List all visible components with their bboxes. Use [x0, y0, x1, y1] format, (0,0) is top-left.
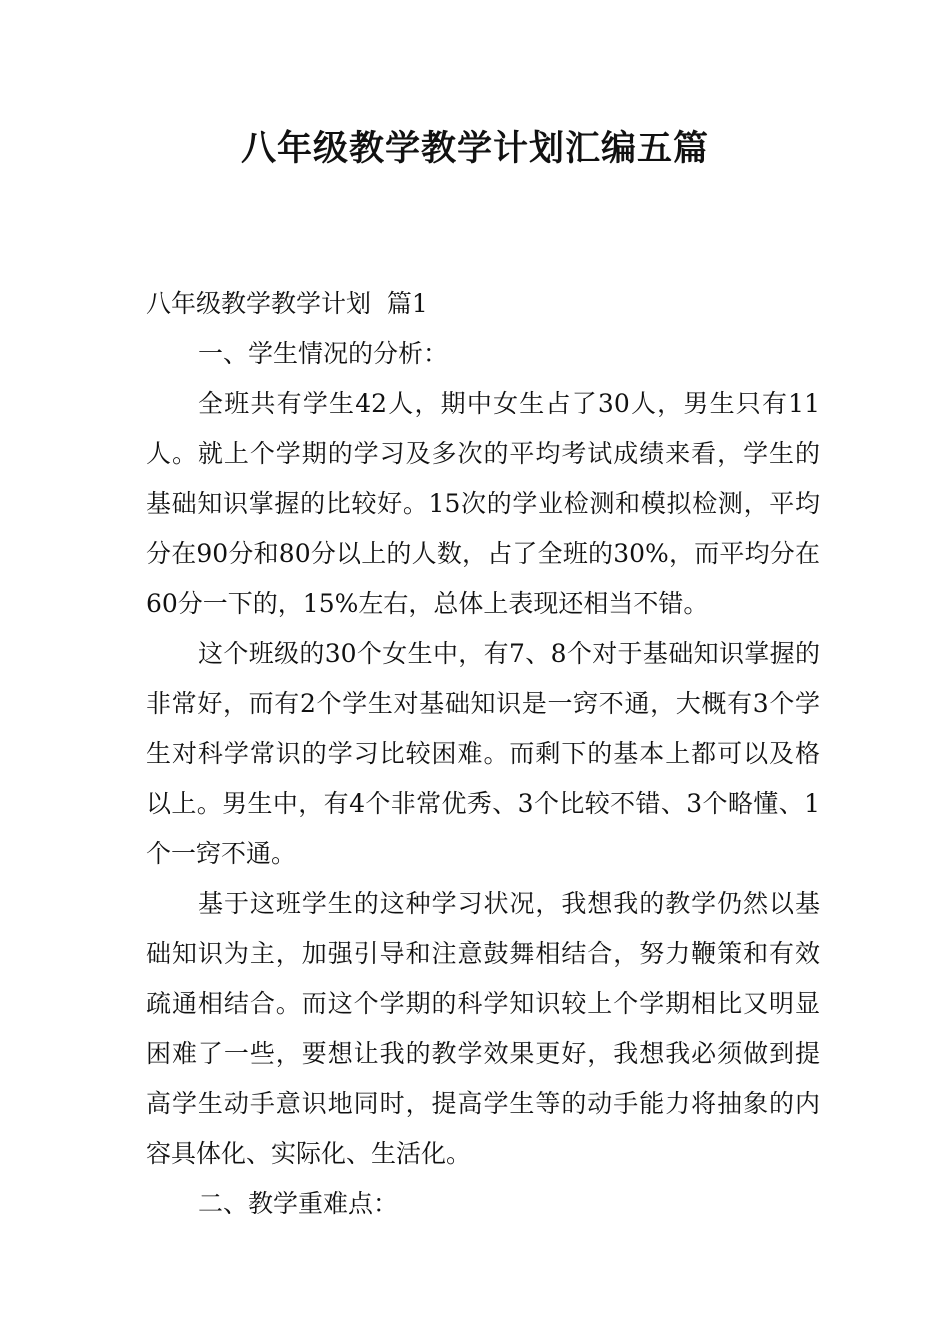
paragraph-1: 一、学生情况的分析： — [198, 339, 449, 368]
paragraph-2: 全班共有学生42人，期中女生占了30人，男生只有11人。就上个学期的学习及多次的平均考试成绩来看，学生的基础知识掌握的比较好。15次的学业检测和模拟检测，平均分在90分和80分以上的人数，占了全班的30%，而平均分在60分一下的，15%左右，总体上表现还相当不错。 — [146, 389, 820, 618]
section-heading: 八年级教学教学计划 篇1 — [146, 289, 428, 318]
document-body — [146, 279, 820, 1229]
paragraph-5: 二、教学重难点： — [198, 1189, 399, 1218]
paragraph-4: 基于这班学生的这种学习状况，我想我的教学仍然以基础知识为主，加强引导和注意鼓舞相结合，努力鞭策和有效疏通相结合。而这个学期的科学知识较上个学期相比又明显困难了一些，要想让我的教学效果更好，我想我必须做到提高学生动手意识地同时，提高学生等的动手能力将抽象的内容具体化、实际化、生活化。 — [146, 889, 820, 1168]
document-title: 八年级教学教学计划汇编五篇 — [240, 129, 709, 169]
paragraph-3: 这个班级的30个女生中，有7、8个对于基础知识掌握的非常好，而有2个学生对基础知识是一窍不通，大概有3个学生对科学常识的学习比较困难。而剩下的基本上都可以及格以上。男生中，有4个非常优秀、3个比较不错、3个略懂、1个一窍不通。 — [146, 639, 820, 868]
